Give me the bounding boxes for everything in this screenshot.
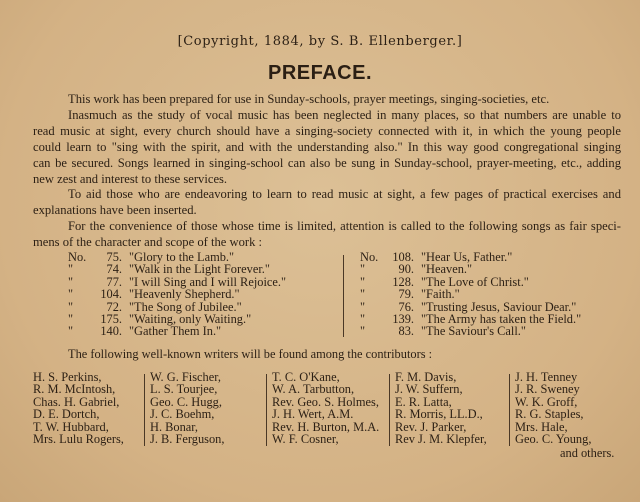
contributor-name: W. A. Tarbutton, xyxy=(272,382,355,397)
song-number: 175. xyxy=(100,312,122,327)
contributor-name: E. R. Latta, xyxy=(395,394,452,409)
contributor-name: F. M. Davis, xyxy=(395,370,457,384)
contributor-name: T. C. O'Kane, xyxy=(272,370,340,384)
song-number: 139. xyxy=(392,312,414,327)
song-number: 83. xyxy=(398,324,414,339)
song-prefix: " xyxy=(68,262,74,277)
body-line: To aid those who are endeavoring to learn to read music at sight, a few pages of practical exercises and xyxy=(68,187,621,202)
contributor-name: W. F. Cosner, xyxy=(272,432,339,447)
song-list-divider xyxy=(343,255,344,337)
song-title: "The Army has taken the Field." xyxy=(421,312,582,327)
song-title: "Glory to the Lamb." xyxy=(129,250,235,264)
song-entry xyxy=(68,288,338,300)
contributor-column xyxy=(515,371,591,445)
song-title: "I will Sing and I will Rejoice." xyxy=(129,274,287,289)
contributor-column-divider xyxy=(266,374,267,446)
contributor-column-divider xyxy=(509,374,510,446)
song-prefix: " xyxy=(68,274,74,289)
contributor-column xyxy=(272,371,379,445)
contributor-name: J. R. Sweney xyxy=(515,382,580,397)
song-number: 90. xyxy=(398,262,414,277)
body-line: can be secured. Songs learned in singing-school can also be sung in Sunday-school, prayer-meeting, etc., adding xyxy=(33,155,621,170)
song-number: 128. xyxy=(392,274,414,289)
contributor-column xyxy=(395,371,487,445)
song-number: 76. xyxy=(398,299,414,314)
contributor-name: T. W. Hubbard, xyxy=(33,419,109,434)
song-number: 79. xyxy=(398,287,414,302)
song-prefix: " xyxy=(360,262,366,277)
contributors-heading: The following well-known writers will be found among the contributors : xyxy=(68,347,433,361)
contributor-name: L. S. Tourjee, xyxy=(150,382,218,397)
song-number-cell xyxy=(68,288,125,300)
song-title: "The Love of Christ." xyxy=(421,274,529,289)
contributor-name: Chas. H. Gabriel, xyxy=(33,394,120,409)
song-title: "Walk in the Light Forever." xyxy=(129,262,270,277)
song-title: "Faith." xyxy=(421,287,460,302)
song-number: 74. xyxy=(106,262,122,277)
contributor-name: D. E. Dortch, xyxy=(33,407,100,422)
copyright-notice: [Copyright, 1884, by S. B. Ellenberger.] xyxy=(177,34,463,49)
contributor-name: H. Bonar, xyxy=(150,419,199,434)
contributor-name: W. K. Groff, xyxy=(515,394,578,409)
song-entry xyxy=(360,288,630,300)
song-prefix: " xyxy=(68,287,74,302)
song-prefix: " xyxy=(360,324,366,339)
contributor-name: J. B. Ferguson, xyxy=(150,432,225,447)
song-title: "Gather Them In." xyxy=(129,324,222,339)
song-title: "Waiting, only Waiting." xyxy=(129,312,252,327)
contributor-name: Rev. Geo. S. Holmes, xyxy=(272,394,379,409)
song-list-right xyxy=(360,251,630,338)
body-line: mens of the character and scope of the work : xyxy=(33,235,263,250)
contributor-name: J. H. Wert, A.M. xyxy=(272,407,354,422)
contributor-name: H. S. Perkins, xyxy=(33,370,102,384)
song-entry xyxy=(360,325,630,337)
song-prefix: " xyxy=(360,312,366,327)
song-entry xyxy=(360,263,630,275)
song-prefix: " xyxy=(360,274,366,289)
contributor-column xyxy=(33,371,124,445)
contributor-name: Geo. C. Young, xyxy=(515,432,592,447)
song-prefix: No. xyxy=(360,250,379,264)
song-prefix: " xyxy=(68,312,74,327)
song-number-cell xyxy=(68,263,125,275)
song-entry xyxy=(68,325,338,337)
contributor-name: J. C. Boehm, xyxy=(150,407,215,422)
song-number: 140. xyxy=(100,324,122,339)
contributor-column-divider xyxy=(144,374,145,446)
body-line: explanations have been inserted. xyxy=(33,203,197,218)
song-number: 72. xyxy=(106,299,122,314)
song-number-cell xyxy=(68,325,125,337)
body-line: could learn to "sing with the spirit, and with the understanding also." In this way good congregational singing xyxy=(33,139,621,154)
body-line: new zest and interest to these services. xyxy=(33,171,228,186)
song-prefix: " xyxy=(68,299,74,314)
contributor-name: J. W. Suffern, xyxy=(395,382,463,397)
contributor-name: R. M. McIntosh, xyxy=(33,382,116,397)
song-prefix: " xyxy=(360,299,366,314)
body-line: This work has been prepared for use in Sunday-schools, prayer meetings, singing-societies, etc. xyxy=(68,92,550,106)
song-number: 108. xyxy=(392,250,414,264)
song-title: "The Song of Jubilee." xyxy=(129,299,242,314)
preface-body xyxy=(33,92,621,251)
contributor-name: W. G. Fischer, xyxy=(150,370,221,384)
song-number: 104. xyxy=(100,287,122,302)
contributor-name: R. G. Staples, xyxy=(515,407,584,422)
song-prefix: No. xyxy=(68,250,87,264)
song-number-cell xyxy=(360,325,417,337)
page-title: PREFACE. xyxy=(267,62,373,84)
contributor-name: Rev. H. Burton, M.A. xyxy=(272,419,380,434)
song-prefix: " xyxy=(360,287,366,302)
contributor-name: Mrs. Lulu Rogers, xyxy=(33,432,124,447)
contributors-closing: and others. xyxy=(560,446,615,460)
contributor-name: Rev J. M. Klepfer, xyxy=(395,432,487,447)
body-line: Inasmuch as the study of vocal music has been neglected in many places, so that numbers are unable to xyxy=(68,107,621,122)
song-entry xyxy=(68,263,338,275)
song-title: "Heavenly Shepherd." xyxy=(129,287,240,302)
contributor-column-divider xyxy=(389,374,390,446)
song-number: 77. xyxy=(106,274,122,289)
song-prefix: " xyxy=(68,324,74,339)
song-list-left xyxy=(68,251,338,338)
song-title: "The Saviour's Call." xyxy=(421,324,526,339)
contributor-name: Mrs. Hale, xyxy=(515,419,568,434)
contributor-name: R. Morris, LL.D., xyxy=(395,407,483,422)
song-number-cell xyxy=(360,288,417,300)
body-line: read music at sight, every church should have a singing-society connected with it, in which the young people xyxy=(33,123,621,138)
contributor-name: J. H. Tenney xyxy=(515,370,578,384)
contributor-column xyxy=(150,371,224,445)
song-number-cell xyxy=(360,263,417,275)
contributor-name: Rev. J. Parker, xyxy=(395,419,467,434)
song-title: "Hear Us, Father." xyxy=(421,250,513,264)
contributor-name: Geo. C. Hugg, xyxy=(150,394,222,409)
song-title: "Trusting Jesus, Saviour Dear." xyxy=(421,299,577,314)
song-title: "Heaven." xyxy=(421,262,473,277)
body-line: For the convenience of those whose time is limited, attention is called to the following songs as fair speci- xyxy=(68,219,621,234)
song-number: 75. xyxy=(106,250,122,264)
